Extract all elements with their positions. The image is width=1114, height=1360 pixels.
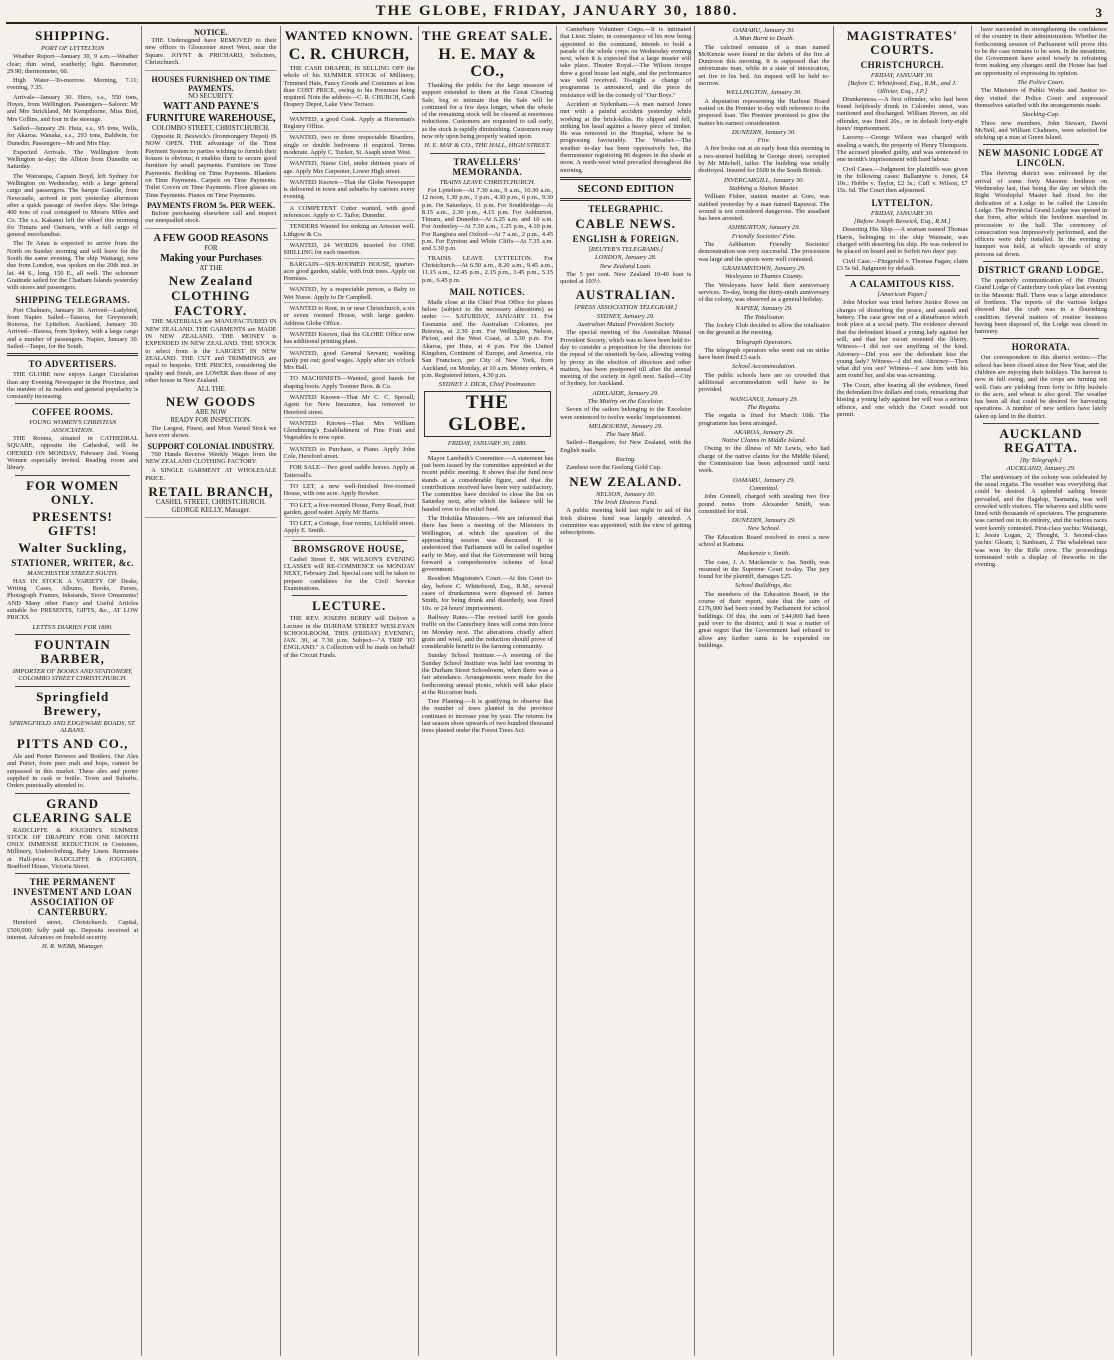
clothing-factory-ad [145, 231, 276, 517]
leader-3: Resident Magistrate's Court.—At this Court to-day, before C. Whitefoord, Esq., R.M., several cases of drunkenness were disposed of. James Smith, for being drunk and disorderly, was fined 10s. or 24 hours' imprisonment. [421, 575, 554, 612]
napier-date: NAPIER, January 29. [735, 305, 793, 313]
globe-date: FRIDAY, JANUARY 30, 1880. [447, 440, 527, 448]
london-date: LONDON, January 28. [594, 254, 657, 262]
masthead [6, 0, 1108, 24]
radcliffe-heading: GRAND CLEARING SALE [12, 795, 133, 825]
newspaper-columns [4, 26, 1110, 1356]
may-heading: H. E. MAY & CO., [438, 46, 537, 80]
stabbing-heading: Stabbing a Station Master. [728, 184, 799, 192]
port-heading: PORT OF LYTTELTON [41, 45, 105, 52]
wanted-ad: FOR SALE—Two good saddle horses. Apply at Tattersall's. [284, 464, 415, 481]
grand-lodge-text: The quarterly communication of the District Grand Lodge of Canterbury took place last evening in the Masonic Hall. There was a large attendance of brethren. The reports of the various lodges showed that the craft was in a flourishing condition. Several matters of routine business having been disposed of, the Lodge was closed in harmony. [974, 277, 1107, 336]
reasons-heading: A FEW GOOD REASONS [153, 233, 269, 245]
may-address: H. E. MAY & CO., THE HALL, HIGH STREET. [424, 142, 551, 150]
permanent-heading: THE PERMANENT INVESTMENT AND LOAN ASSOCIATION OF CANTERBURY. [12, 877, 133, 918]
masthead-title: THE GLOBE, FRIDAY, JANUARY 30, 1880. [375, 3, 739, 19]
wellington-date: WELLINGTON, January 30. [726, 89, 802, 97]
suckling-text: HAS IN STOCK A VARIETY OF Desks, Writing Cases, Albums, Books, Purses, Photograph Frames, Inkstands, Stove Ornaments! AND Many other Fancy and Useful Articles suitable for PRESENTS, GIFTS, &c., AT LOW PRICES. [7, 577, 139, 622]
calamity-heading: A CALAMITOUS KISS. [850, 279, 955, 290]
leader-5: Sunday School Institute.—A meeting of the Sunday School Institute was held last evening in the Durham Street Schoolroom, when there was a fair attendance. Arrangements were made for the forthcoming annual picnic, which will take place at the Riccarton bush. [421, 652, 554, 696]
wanted-ad: TO LET, a five-roomed House, Ferry Road, fruit garden, good water. Apply Mr Harris. [284, 502, 415, 519]
goods-all: ALL THE [197, 386, 225, 394]
sydney-date: SYDNEY, January 29. [596, 312, 655, 320]
school-text: The public schools here are so crowded that additional accommodation will have to be provided. [698, 371, 830, 394]
native-heading: Native Claims in Middle Island. [721, 437, 807, 445]
wesleyan-heading: Wesleyans in Thames County. [724, 273, 804, 281]
security-line: NO SECURITY. [188, 93, 234, 101]
factory-heading: CLOTHING FACTORY. [171, 288, 251, 319]
calamity-text-2: The Court, after hearing all the evidence, fined the defendant five dollars and costs, remarking that kissing a young lady against her will was a serious offence, and one which the Court would not permit. [836, 381, 968, 418]
watt-address: COLOMBO STREET, CHRISTCHURCH. [152, 125, 270, 133]
mackenzie-text: The case, J. A. Mackenzie v. Jas. Smith, was resumed in the Supreme Court to-day. The jury found for the plaintiff, damages £25. [698, 558, 830, 581]
shipping-news: The Wairarapa, Captain Boyd, left Sydney for Wellington on Wednesday, with a large general cargo and passengers. The barque Gazelle, from Newcastle, arrived in port yesterday afternoon after a quick passage of twelve days. She brings 400 tons of coal consigned to Messrs Miles and Co. The s.s. Kakanui left the wharf this morning for Timaru and Oamaru, with a full cargo of general merchandise. [7, 172, 139, 239]
mutiny-heading: The Mutiny on the Excelsior. [587, 397, 664, 405]
wanted-ad: WANTED Known, that the GLOBE Office now has additional printing plant. [284, 331, 415, 348]
racing-heading: Racing. [615, 456, 636, 464]
houses-heading: HOUSES FURNISHED ON TIME PAYMENTS. [151, 75, 271, 94]
australian-heading: AUSTRALIAN. [575, 287, 676, 303]
court-text-2: Larceny.—George Wilson was charged with stealing a watch, the property of Henry Thompson. The accused pleaded guilty, and was sentenced to one month's imprisonment with hard labour. [836, 134, 968, 164]
building-text: The members of the Education Board, in the course of their report, state that the sum of £176,000 had been voted by Parliament for school buildings. Of this, the sum of £44,000 had been paid over to the district, and it was a matter of great regret that the Government had refused to allow any further sums to be expended on buildings. [698, 590, 830, 649]
committal-text: John Connell, charged with stealing two five pound notes from Alexander Smith, was committed for trial. [698, 493, 830, 515]
hororata-heading: HORORATA. [1011, 342, 1071, 353]
deputation-text: A deputation representing the Harbour Board waited on the Premier to-day with reference to the proposed loan. The Premier promised to give the matter his earnest consideration. [698, 97, 830, 127]
irish-heading: The Irish Distress Fund. [593, 498, 658, 506]
high-water: High Water—To-morrow. Morning, 7.11; evening, 7.35. [7, 77, 139, 92]
reasons-at: AT THE [199, 265, 223, 273]
wanted-ad: A COMPETENT Cutter wanted, with good references. Apply to C. Tailor, Dunedin. [284, 205, 415, 222]
provident-heading: Australian Mutual Provident Society [577, 321, 675, 329]
ashburton-date: ASHBURTON, January 29. [727, 224, 801, 232]
wanted-ad: WANTED Known—That Mr C. C. Sproull, Agent for New Insurance, has removed to Hereford street. [284, 394, 415, 418]
mail-signature: SYDNEY J. DICK, Chief Postmaster. [438, 381, 537, 389]
invercargill-date: INVERCARGILL, January 30. [723, 176, 805, 184]
advertisers-heading: TO ADVERTISERS. [28, 359, 117, 370]
regatta-by: [By Telegraph.] [1019, 457, 1062, 465]
reasons-for: FOR [204, 245, 218, 253]
notice-text: THE Undersigned have REMOVED to their new offices in Gloucester street West, near the Square. JOYNT & PRICHARD, Solicitors, Christchurch. [145, 37, 277, 66]
presents-heading: PRESENTS! GIFTS! [32, 508, 113, 538]
column-2 [142, 26, 280, 1356]
brewery-heading: Springfield Brewery, [36, 688, 110, 718]
bromsgrove-text: Cashel Street E. MR WILSON'S EVENING CLASSES will RE-COMMENCE on MONDAY NEXT, February 2nd. Special care will be taken to prepare candidates for the Civil Service Examinations. [283, 555, 415, 592]
notice-ad [145, 26, 276, 71]
lincoln-text: This thriving district was enlivened by the arrival of some forty Masonic brethren on Wednesday last, that being the day on which the Right Worshipful Master had fixed for the dedication of a Lodge to be called the Lincoln Lodge. The Provincial Grand Lodge was opened in due form, after which the brethren marched in procession to the hall. The ceremony of consecration was impressively performed, and the officers were duly installed. In the evening a banquet was held, at which upwards of sixty persons sat down. [974, 170, 1107, 258]
support-heading: SUPPORT COLONIAL INDUSTRY. [147, 441, 275, 451]
stocking-heading: Stocking-Cap. [1022, 111, 1060, 119]
wanted-ad: WANTED to Rent, in or near Christchurch, a six or seven roomed House, with large garden. Address Globe Office. [284, 305, 415, 329]
wanted-known-heading: WANTED KNOWN. [284, 28, 414, 43]
wanted-ad: WANTED, a good Cook. Apply at Horneman's Registry Office. [284, 116, 415, 133]
police-text: The Ministers of Public Works and Justice to-day visited the Police Court and expressed themselves satisfied with the arrangements made. [974, 87, 1107, 109]
school2-text: The Education Board resolved to erect a new school at Kaituna. [698, 533, 830, 548]
fire-text: A fire broke out at an early hour this morning in a two-storied building in George street, occupied by Mr Mitchell, tailor. The building was totally destroyed. Insured for £600 in the South British. [698, 145, 830, 175]
notice-heading: NOTICE. [194, 28, 228, 37]
mail-heading: MAIL NOTICES. [449, 286, 526, 297]
permanent-text: Hereford street, Christchurch. Capital, £500,000; fully paid up. Deposits received at interest. Advances on freehold security. [7, 919, 139, 941]
regatta-heading-w: The Regatta. [747, 403, 781, 411]
suez-text: Sailed—Bangalore, for New Zealand, with the English mails. [560, 439, 692, 454]
column-4 [419, 26, 557, 1356]
lyttelton-date: FRIDAY, JANUARY 30. [870, 209, 934, 217]
trains-lyttelton: TRAINS LEAVE LYTTELTON. For Christchurch—At 6.50 a.m., 8.20 a.m., 9.45 a.m., 11.15 a.m., 12.45 p.m., 2.15 p.m., 3.45 p.m., 5.15 p.m., 6.45 p.m. [421, 254, 554, 284]
stabbing-text: William Fisher, station master at Gore, was stabbed yesterday by a man named Rapuwai. The wound is not considered dangerous. The assailant has been arrested. [698, 193, 830, 223]
factory-text: THE MATERIALS are MANUFACTURED IN NEW ZEALAND. THE GARMENTS are MADE IN NEW ZEALAND. THE MONEY is EXPENDED IN NEW ZEALAND. THE STOCK to select from is the LARGEST IN NEW ZEALAND. THE CUT and TRIMMINGS are equal to bespoke. THE PRICES, considering the quality and finish, are LOWER than those of any other house in New Zealand. [145, 318, 277, 384]
wanted-ad: WANTED to Purchase, a Piano. Apply John Cole, Hereford street. [284, 446, 415, 463]
payments-text: Before purchasing elsewhere call and inspect our unequalled stock. [145, 209, 277, 225]
adelaide-date: ADELAIDE, January 29. [592, 389, 659, 397]
may-text: Thanking the public for the large measure of support extended to them at the Great Clearing Sale, beg to intimate that the Sale will be continued for a few days longer, when the whole of the remaining stock will be cleared at enormous reductions. Customers are requested to call early, as the stock is rapidly diminishing. Customers may now rely upon being properly waited upon. [421, 82, 554, 141]
telegraph-heading: Telegraph Operators. [735, 338, 793, 346]
grahamstown-date: GRAHAMSTOWN, January 29. [722, 264, 806, 272]
dunedin-date: DUNEDIN, January 30. [731, 128, 797, 136]
suez-heading: The Suez Mail. [606, 431, 646, 439]
weather-report: Weather Report—January 30, 9 a.m.—Weather clear; thin wind, southerly; light. Barometer, 29.90; thermometer, 60. [7, 53, 139, 75]
trains-heading: TRAINS LEAVE CHRISTCHURCH. [439, 178, 536, 186]
friendly-heading: Friendly Societies' Fete. [731, 232, 797, 240]
burnt-text: The calcined remains of a man named McKenzie were found in the debris of the fire at Duntroon this morning. It is supposed that the unfortunate man, while in a state of intoxication, set fire to his bed. An inquest will be held to-morrow. [698, 43, 830, 88]
committal-heading: Committal. [749, 484, 779, 492]
nelson-date: NELSON, January 30. [596, 490, 656, 498]
payments-heading: PAYMENTS FROM 5s. PER WEEK. [146, 200, 275, 210]
arrivals: Arrivals—January 30. Hero, s.s., 550 tons, Hoyes, from Wellington. Passengers—Saloon: Mr and Mrs Strickland, Mr Kempthorne, Miss Bird, Mrs Collins, and four in the steerage. [7, 93, 139, 123]
totalisator-heading: The Totalisator. [743, 313, 785, 321]
lyttelton-heading: LYTTELTON. [871, 197, 933, 208]
christchurch-heading: CHRISTCHURCH. [860, 60, 944, 70]
globe-masthead: THE GLOBE. [424, 391, 551, 437]
leader-6: Tree Planting.—It is gratifying to observe that the number of trees planted in the province continues to increase year by year. The returns for last season show upwards of two hundred thousand trees planted under the Forest Trees Act. [421, 698, 554, 735]
watt-heading: WATT AND PAYNE'S FURNITURE WAREHOUSE, [146, 101, 276, 125]
wanted-ad: WANTED, 24 WORDS inserted for ONE SHILLING for each insertion. [284, 242, 415, 259]
lecture-heading: LECTURE. [312, 598, 387, 614]
column-8 [972, 26, 1110, 1356]
lincoln-heading: NEW MASONIC LODGE AT LINCOLN. [978, 148, 1104, 169]
leader-continued-2: Accident at Sydenham.—A man named Jones met with a painful accident yesterday while working at the brick-kilns. He slipped and fell, striking his head against a heavy piece of timber. He was removed to the Hospital, where he is progressing favourably. The Weather.—The weather to-day has been oppressively hot, the thermometer registering 86 degrees in the shade at noon. A north-west wind prevailed throughout the morning. [560, 100, 692, 174]
regatta-text-w: The regatta is fixed for March 10th. The programme has been arranged. [698, 412, 830, 427]
reuters-note: [REUTER'S TELEGRAMS.] [588, 245, 664, 253]
melbourne-date: MELBOURNE, January 29. [588, 422, 663, 430]
leader-continued: Canterbury Volunteer Corps.—It is intimated that Lieut. Slater, in consequence of his now being appointed to the command, intends to hold a parade of the whole corps on Wednesday evening next, when it is expected that a large muster will take place. Theatre Royal.—The Wilson troupe drew a good house last night, and the performance was well received. To-night a change of programme is announced, and the piece de resistance will be the comedy of "Our Boys." [560, 26, 692, 99]
suckling-address: MANCHESTER STREET SOUTH. [27, 569, 119, 577]
pitts-text: Ale and Porter Brewers and Bottlers. Our Ales and Porter, from pure malt and hops, cannot be surpassed in this market. These ales and porter supplied in cask or bottle. Town and Suburbs. Orders punctually attended to. [7, 753, 139, 790]
regatta-text: The anniversary of the colony was celebrated by the usual regatta. The weather was everything that could be desired. A splendid sailing breeze prevailed, and the flagship, Tasmania, was well crowded with visitors. The wharves and cliffs were lined with thousands of spectators. The programme was carried out in its entirety, and the various races were keenly contested. First-class yachts: Waitangi, 1; Jessie Logan, 2; Thought, 3. Second-class yachts: Gleam, 1; Sunbeam, 2. The whaleboat race was won by the Rifle crew. The proceedings terminated with a display of fireworks in the evening. [974, 473, 1107, 569]
church-text: THE CASH DRAPER, IS SELLING OFF the whole of his SUMMER STOCK of Millinery, Trimmed Hats, Fancy Goods and Costumes at less than COST PRICE, owing to his Premises being required. Note the address—C. R. CHURCH, Cash Drapery Depot, Lake View Terrace. [283, 65, 415, 109]
women-heading: FOR WOMEN ONLY. [26, 477, 120, 507]
police-heading: The Police Court. [1017, 79, 1065, 87]
school2-heading: New School. [747, 525, 781, 533]
oamaru2-date: OAMARU, January 29. [733, 476, 795, 484]
watt-text: Opposite R. Beswick's (Ironmongery Depot) IS NOW OPEN. THE advantage of the Time Payment System to parties wishing to furnish their houses is obvious; it enables them to secure good furniture by small payments. Furniture on Time Payments. Bedding on Time Payments. Blankets on Time Payments. Carpets on Time Payments. Toilet Covers on Time Payments. Floor glasses on Time Payments. Pianos on Time Payments. [145, 133, 277, 199]
wesleyan-text: The Wesleyans have held their anniversary services. To-day, being the thirty-ninth anniversary of the colony, was observed as a general holiday. [698, 281, 830, 304]
shipping-telegrams: Port Chalmers, January 30. Arrived—Ladybird, from Napier. Sailed—Taiaroa, for Greymouth; Rotorua, for Lyttelton. Auckland, January 30. Arrived—Hawea, from Sydney, with a large cargo and a number of passengers. Napier, January 30. Sailed—Taupo, for the South. [7, 306, 139, 350]
provident-text: The special meeting of the Australian Mutual Provident Society, which was to have been held to-day to consider a proposition by the directors for the repeal of the ninetieth by-law, allowing voting by proxy in the election of directors and other matters, has been postponed till after the annual meeting of the society in April next. Sailed—City of Sydney, for Auckland. [560, 329, 692, 388]
shipping-telegrams-heading: SHIPPING TELEGRAMS. [15, 294, 131, 305]
column-1 [4, 26, 142, 1356]
friendly-text: The Ashburton Friendly Societies' demonstration was very successful. The procession was large and the sports were well contested. [698, 241, 830, 263]
wanted-ad: WANTED, two or three respectable Boarders, single or double bedrooms if required. Terms moderate. Apply C. Tucker, St. Asaph street West. [284, 134, 415, 158]
bromsgrove-heading: BROMSGROVE HOUSE, [293, 543, 405, 554]
wanted-ad: TO LET, a new well-finished five-roomed House, with one acre. Apply Bowker. [284, 483, 415, 500]
cable-sub: ENGLISH & FOREIGN. [572, 233, 679, 244]
nz-heading: New Zealand [168, 273, 254, 289]
goods-now: ARE NOW [195, 409, 227, 417]
wanted-list [284, 116, 415, 537]
expected-arrivals: Expected Arrivals. The Wellington from Wellington to-day; the Albion from Dunedin on Saturday. [7, 148, 139, 171]
regatta-date: AUCKLAND, January 29. [1006, 465, 1076, 473]
mutiny-text: Seven of the sailors belonging to the Excelsior were sentenced to twelve weeks' imprisonment. [560, 406, 692, 421]
retail-address: CASHEL STREET, CHRISTCHURCH. [155, 498, 266, 506]
court-date: FRIDAY, JANUARY 30. [870, 72, 934, 79]
shipping-heading: SHIPPING. [35, 28, 111, 43]
wanted-ad: TO LET, a Cottage, four rooms, Lichfield street. Apply E. Smith. [284, 520, 415, 537]
telegraphic-heading: TELEGRAPHIC. [588, 203, 664, 214]
wanted-ad: WANTED, good General Servant; washing partly put out; good wages. Apply after six o'clock Mrs Hall. [284, 350, 415, 374]
leader-1: Mayor Lambeth's Committee.—A statement has just been issued by the committee appointed at the recent public meeting. It shows that the fund now stands at a considerable figure, and that the contributions received have been very satisfactory. The committee have decided to close the list on Saturday next, after which the balance will be handed over to the relief fund. [421, 454, 554, 513]
wanted-ad: TENDERS Wanted for sinking an Artesian well. Lithgow & Co. [284, 223, 415, 240]
wholesale-text: A SINGLE GARMENT AT WHOLESALE PRICE. [145, 467, 277, 482]
burnt-heading: A Man Burnt to Death. [733, 35, 795, 43]
travellers-heading: TRAVELLERS' MEMORANDA. [452, 156, 523, 177]
watt-payne-ad [145, 73, 276, 229]
mackenzie-heading: Mackenzie v. Smith. [737, 550, 791, 558]
mail-text: Mails close at the Chief Post Office for places below (subject to the necessary alterations) as under :— SATURDAY, JANUARY 31. For Tasmania and the Australian Colonies, per Rotorua, at 2.30 p.m. For Wellington, Nelson, Picton, and the West Coast, at 3.30 p.m. For Akaroa, per Huia, at 4 p.m. For the United Kingdom, Continent of Europe, and America, via San Francisco, per City of New York, from Auckland, on Monday, at 10 a.m. Money orders, 4 p.m. Registered letters, 4.30 p.m. [421, 298, 554, 379]
coffee-sub: YOUNG WOMEN'S CHRISTIAN ASSOCIATION. [28, 419, 117, 434]
departures: Sailed—January 29. Huia, s.s., 95 tons, Wells, for Akaroa. Wanaka, s.s., 293 tons, Baldwin, for Dunedin. Passengers—Mr and Mrs Hay. [7, 124, 139, 147]
dunedin2-date: DUNEDIN, January 29. [731, 517, 797, 525]
leader-2: The Hokitika Ministers.—We are informed that there has been a meeting of the Ministers in Wellington, at which the question of the approaching session was discussed. It is understood that Parliament will be called together early in May, and that the Government will bring forward a comprehensive scheme of local government. [421, 515, 554, 574]
racing-text: Zambesi won the Geelong Gold Cup. [566, 464, 662, 472]
trains-text: For Lyttelton—At 7.30 a.m., 9 a.m., 10.30 a.m., 12 noon, 1.30 p.m., 3 p.m., 4.30 p.m., 6 p.m., 9.30 p.m. On Saturdays, 11 p.m. For Southbridge—At 8.15 a.m., 2.30 p.m., 4.15 p.m. For Ashburton, Timaru, and Dunedin—At 6.25 a.m. and 10 a.m. For Amberley—At 7.30 a.m., 1.25 p.m., 4.10 p.m. For Rangiora and Oxford—At 7 a.m., 2 p.m., 4.45 p.m. For Eyreton and White Cliffs—At 7.35 a.m. and 3.30 p.m. [421, 186, 554, 253]
lyttelton-before: [Before Joseph Beswick, Esq., R.M.] [853, 218, 951, 226]
building-heading: School Buildings, &c. [735, 582, 793, 590]
totalisator-text: The Jockey Club decided to allow the totalisator on the ground at the meeting. [698, 321, 830, 337]
fire-heading: Fire. [757, 137, 771, 145]
wanganui-date: WANGANUI, January 29. [729, 395, 799, 403]
nz-loan-heading: New Zealand Loan. [599, 262, 652, 270]
great-sale-heading: THE GREAT SALE. [421, 28, 554, 43]
court-text: Drunkenness.—A first offender, who had been found helplessly drunk in Colombo street, was cautioned and discharged. William Brown, an old offender, was fined 20s., or in default forty-eight hours' imprisonment. [836, 95, 968, 133]
fountain-sub: IMPORTER OF BOOKS AND STATIONERY, COLOMBO STREET CHRISTCHURCH. [12, 667, 133, 683]
magistrates-heading: MAGISTRATES' COURTS. [846, 28, 958, 57]
wanted-ad: WANTED Known—That the Globe Newspaper is delivered in town and suburbs by carriers every evening. [284, 179, 415, 203]
wanted-ad: WANTED, Nurse Girl, under thirteen years of age. Apply Mrs Carpenter, Lower High street. [284, 160, 415, 177]
telegraph-text: The telegraph operators who went out on strike have been fined £3 each. [698, 346, 830, 362]
calamity-text: John Mocker was tried before Justice Rowe on charges of disturbing the peace, and assault and battery. The case grew out of a disturbance which took place at a social party. The evidence showed that the defendant kissed a young lady against her will, and that her escort resented the liberty. Witness—I did not see anything of the kind. Attorney—Did you see the defendant kiss the young lady? Witness—I did not. Attorney—Then what did you see? Witness—I saw him with his arm round her, and she was screaming. [836, 299, 968, 380]
wanted-ad: BARGAIN—SIX-ROOMED HOUSE, quarter-acre good garden, stable, with fruit trees. Apply on Premises. [284, 261, 415, 285]
calamity-sub: [American Paper.] [877, 291, 927, 299]
grand-lodge-heading: DISTRICT GRAND LODGE. [977, 265, 1104, 276]
hororata-text: Our correspondent in this district writes:—The school has been closed since the New Year, and the children are enjoying their holidays. The harvest is now in full swing, and the crops are turning out well. Oats are yielding from forty to fifty bushels to the acre, and wheat is also good. The weather has been all that could be desired for harvesting operations. A number of new settlers have lately taken up land in the district. [974, 354, 1107, 420]
lyttelton-text: Deserting His Ship.—A seaman named Thomas Harris, belonging to the ship Waimate, was charged with deserting his ship. He was ordered to be placed on board and to forfeit two days' pay. [836, 226, 968, 256]
nz-heading-2: NEW ZEALAND. [569, 473, 683, 489]
lyttelton-text-2: Civil Case.—Fitzgerald v. Thomas Fagan; claim £3 5s 6d. Judgment by default. [836, 257, 968, 272]
page-number: 3 [1095, 5, 1104, 20]
native-text: Owing to the illness of Mr Lewis, who had charge of the native claims for the Middle Island, the Commission has been adjourned until next week. [698, 445, 830, 475]
radcliffe-text: RADCLIFFE & JOUGHIN'S SUMMER STOCK OF DRAPERY FOR ONE MONTH ONLY. IMMENSE REDUCTION in Costumes, Millinery, Underclothing, Baby Linen. Remnants at Half-price. RADCLIFFE & JOUGHIN, Bradford House, Victoria Street. [7, 826, 139, 871]
permanent-manager: H. R. WEBB, Manager. [41, 943, 104, 951]
cable-heading: CABLE NEWS. [575, 215, 676, 231]
column-5 [557, 26, 695, 1356]
goods-text: The Largest, Finest, and Most Varied Stock we have ever shown. [145, 425, 277, 440]
retail-manager: GEORGE KELLY, Manager. [171, 506, 251, 514]
column-6 [695, 26, 833, 1356]
intro-text: have succeeded in strengthening the confidence of the country in their administration. Whether the forthcoming session of Parliament will prove this to be the case remains to be seen. In the meantime, the Government have acted wisely in refraining from making any changes until the House has had an opportunity of expressing its opinion. [974, 26, 1107, 77]
pitts-heading: PITTS AND CO., [16, 736, 129, 752]
court-before: [Before C. Whitefoord, Esq., R.M., and J. Ollivier, Esq., J.P.] [847, 80, 957, 95]
suckling-trade: STATIONER, WRITER, &c. [11, 557, 135, 568]
advertisers-text: THE GLOBE now enjoys Larger Circulation than any Evening Newspaper in the Province, and the number of its readers and general popularity is constantly increasing. [7, 371, 139, 401]
diaries: LETTS'S DIARIES FOR 1880. [32, 623, 113, 631]
school-heading: School Accommodation. [731, 363, 796, 371]
column-7 [834, 26, 972, 1356]
fountain-heading: FOUNTAIN BARBER, [34, 636, 111, 666]
column-3 [281, 26, 419, 1356]
court-text-3: Civil Cases.—Judgment for plaintiffs was given in the following cases: Ballantyne v. Jones, £4 10s.; Hobbs v. Taylor, £2 3s.; Cuff v. Wilson, £7 15s. 6d. The Court then adjourned. [836, 165, 968, 195]
leader-4: Railway Rates.—The revised tariff for goods traffic on the Canterbury lines will come into force on Monday next. The alterations chiefly affect grain and wool, and the reduction should prove of considerable benefit to the farming community. [421, 613, 554, 651]
coffee-text: THE Rooms, situated in CATHEDRAL SQUARE, opposite the Cathedral, will be OPENED ON MONDAY, February 2nd. Young Women especially invited. Reading room and library. [7, 435, 139, 472]
retail-heading: RETAIL BRANCH, [148, 483, 274, 499]
reasons-line: Making your Purchases [160, 253, 262, 265]
brewery-sub: SPRINGFIELD AND EDGEWARE ROADS, ST. ALBANS. [9, 719, 136, 734]
coffee-heading: COFFEE ROOMS. [31, 407, 114, 418]
church-heading: C. R. CHURCH, [288, 46, 410, 63]
stocking-text: Three new members, John Stewart, David McNeil, and William Chalmers, were selected for sticking up a man at Green Island. [974, 119, 1107, 142]
lecture-text: THE REV. JOSEPH BERRY will Deliver a Lecture in the DURHAM STREET WESLEYAN SCHOOLROOM, THIS (FRIDAY) EVENING, JAN. 30, at 7.30 p.m. Subject—"A TRIP TO ENGLAND." A Collection will be made on behalf of the Circuit Funds. [283, 615, 415, 659]
goods-ready: READY FOR INSPECTION. [170, 417, 252, 425]
irish-text: A public meeting held last night in aid of the Irish distress fund was largely attended. A committee was appointed, with the view of getting subscriptions. [560, 507, 692, 537]
nz-loan-text: The 5 per cent. New Zealand 10-40 loan is quoted at 103½. [560, 270, 692, 286]
goods-heading: NEW GOODS [165, 394, 256, 410]
oamaru-date: OAMARU, January 30. [733, 27, 795, 34]
suckling-name: Walter Suckling, [18, 539, 128, 555]
second-edition-heading: SECOND EDITION [577, 182, 674, 195]
wanted-ad: WANTED Known—That Mrs William Glendinning's Establishment of Fine Fruit and Vegetables is now open. [284, 420, 415, 444]
regatta-heading: AUCKLAND REGATTA. [999, 426, 1083, 456]
support-text: 700 Hands Receive Weekly Wages from the NEW ZEALAND CLOTHING FACTORY. [145, 450, 277, 466]
akaroa-date: AKAROA, January 29. [733, 428, 794, 436]
press-agency-note: [PRESS ASSOCIATION TELEGRAM.] [574, 304, 678, 312]
wanted-ad: TO MACHINISTS—Wanted, good hands for shaping boots. Apply Toomer Bros. & Co. [284, 375, 415, 392]
shipping-news-2: The Te Anau is expected to arrive from the North on Sunday morning and will leave for the South the same evening. The ship Waitangi, now due from London, was spoken on the 20th inst. in lat. 44 S., long. 150 E., all well. The schooner Gratitude sailed for the Chatham Islands yesterday with stores and passengers. [7, 240, 139, 292]
wanted-ad: WANTED, by a respectable person, a Baby to Wet Nurse. Apply to Dr Campbell. [284, 286, 415, 303]
